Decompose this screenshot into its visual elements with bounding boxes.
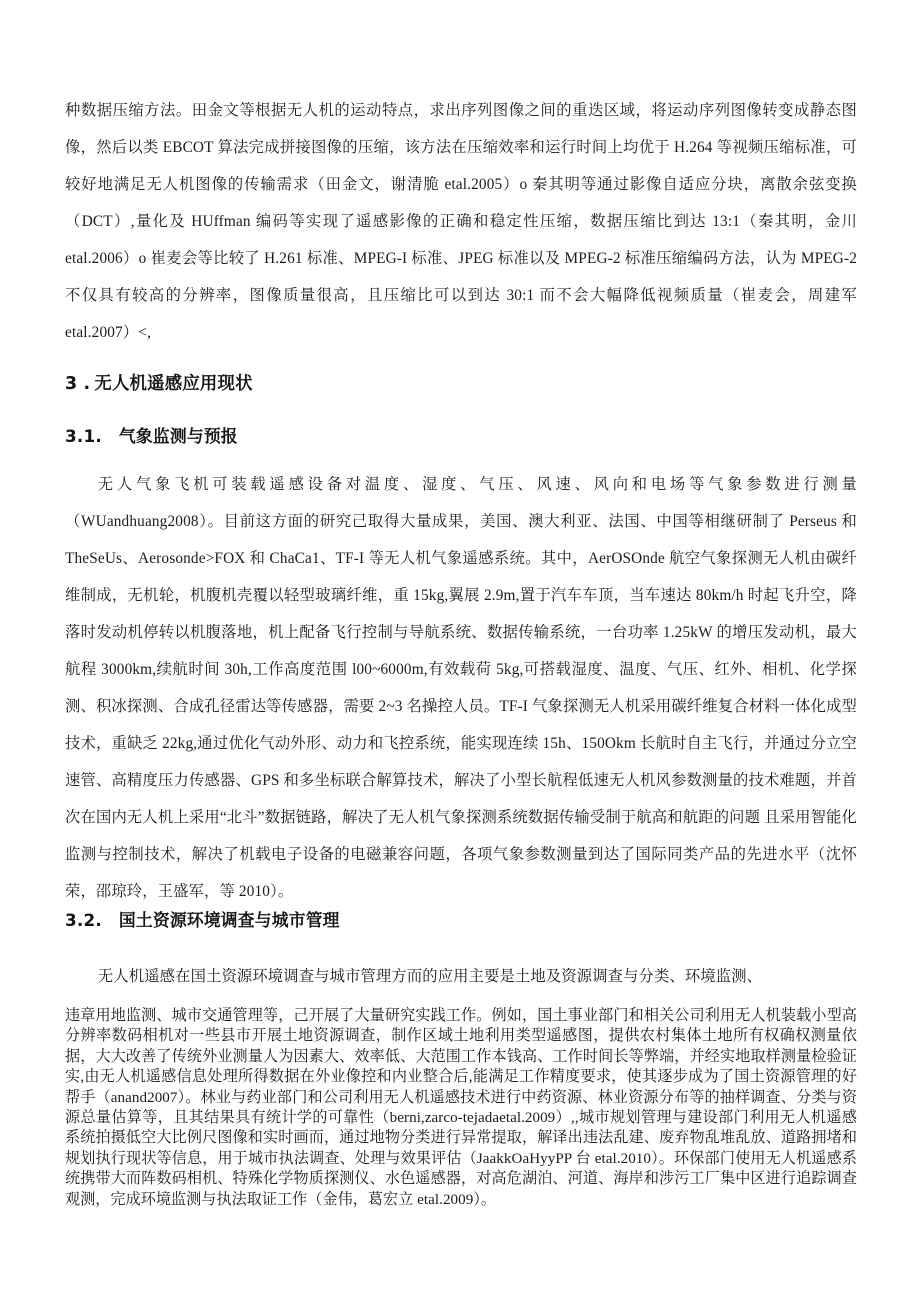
section-3-1-paragraph: 无人气象飞机可装载遥感设备对温度、湿度、气压、风速、风向和电场等气象参数进行测量（WUandhuang2008）。目前这方面的研究己取得大量成果，美国、澳大利亚、法国、中国等相继研制了 Perseus 和 TheSeUs、Aerosonde>FOX 和 ChaCa1、TF-I 等无人机气象遥感系统。其中，AerOSOnde 航空气象探测无人机由碳纤维制成，无机轮，机腹机壳覆以轻型玻璃纤维，重 15kg,翼展 2.9m,置于汽车车顶，当车速达 80km/h 时起飞升空，降落时发动机停转以机腹落地，机上配备飞行控制与导航系统、数据传输系统，一台功率 1.25kW 的增压发动机，最大航程 3000km,续航时间 30h,工作高度范围 l00~6000m,有效载荷 5kg,可搭载湿度、温度、气压、红外、相机、化学探测、积冰探测、合成孔径雷达等传感器，需要 2~3 名操控人员。TF-I 气象探测无人机采用碳纤维复合材料一体化成型技术，重缺乏 22kg,通过优化气动外形、动力和飞控系统，能实现连续 15h、150Okm 长航时自主飞行，并通过分立空速管、高精度压力传感器、GPS 和多坐标联合解算技术，解决了小型长航程低速无人机风参数测量的技术难题，并首次在国内无人机上采用“北斗”数据链路，解决了无人机气象探测系统数据传输受制于航高和航距的问题 且采用智能化监测与控制技术，解决了机载电子设备的电磁兼容问题，各项气象参数测量到达了国际同类产品的先进水平（沈怀荣，邵琼玲，王盛军，等 2010）。 — [65, 476, 857, 900]
section-3-2-heading-block — [65, 908, 857, 932]
section-3-number: 3 . — [65, 374, 91, 394]
section-3-2-title: 国土资源环境调查与城市管理 — [118, 910, 340, 930]
section-3-2-body-block — [65, 1006, 857, 1210]
section-3-2-number: 3.2. — [65, 910, 102, 930]
section-3-2-heading — [65, 908, 857, 932]
intro-paragraph: 种数据压缩方法。田金文等根据无人机的运动特点，求出序列图像之间的重迭区域，将运动序列图像转变成静态图像，然后以类 EBCOT 算法完成拼接图像的压缩，该方法在压缩效率和运行时间上均优于 H.264 等视频压缩标准，可较好地满足无人机图像的传输需求（田金文，谢清脆 etal.2005）o 秦其明等通过影像自适应分块，离散余弦变换（DCT）,量化及 HUffman 编码等实现了遥感影像的正确和稳定性压缩，数据压缩比到达 13:1（秦其明，金川 etal.2006）o 崔麦会等比较了 H.261 标准、MPEG-I 标准、JPEG 标准以及 MPEG-2 标准压缩编码方法，认为 MPEG-2 不仅具有较高的分辨率，图像质量很高，且压缩比可以到达 30:1 而不会大幅降低视频质量（崔麦会，周建军 etal.2007）<, — [65, 102, 857, 341]
section-3-heading — [65, 372, 857, 396]
section-3-2-lead-line: 无人机遥感在国土资源环境调查与城市管理方而的应用主要是土地及资源调查与分类、环境监测、 — [97, 968, 763, 985]
section-3-1-paragraph-block — [65, 466, 857, 910]
section-3-1-title: 气象监测与预报 — [118, 426, 238, 446]
section-3-2-body: 违章用地监测、城市交通管理等，己开展了大量研究实践工作。例如，国土事业部门和相关公司利用无人机装载小型高分辨率数码相机对一些县市开展土地资源调查，制作区域土地利用类型遥感图，提供农村集体土地所有权确权测量依据，大大改善了传统外业测量人为因素大、效率低、大范围工作本钱高、工作时间长等弊端，并经实地取样测量检验证实,由无人机遥感信息处理所得数据在外业像控和内业整合后,能满足工作精度要求，使其逐步成为了国土资源管理的好帮手（anand2007）。林业与药业部门和公司利用无人机遥感技术进行中药资源、林业资源分布等的抽样调查、分类与资源总量估算等，且其结果具有统计学的可靠性（berni,zarco-tejadaetal.2009）,,城市规划管理与建设部门利用无人机遥感系统拍摄低空大比例尺图像和实时画而，通过地物分类进行异常提取，解译出违法乱建、废弃物乱堆乱放、道路拥堵和规划执行现状等信息，用于城市执法调查、处理与效果评估（JaakkOaHyyPP 台 etal.2010）。环保部门使用无人机遥感系统携带大而阵数码相机、特殊化学物质探测仪、水色遥感器，对高危湖泊、河道、海岸和涉污工厂集中区进行追踪调查观测，完成环境监测与执法取证工作（金伟，葛宏立 etal.2009）。 — [65, 1008, 857, 1208]
section-3-1-heading — [65, 424, 857, 448]
section-3-title: 无人机遥感应用现状 — [94, 374, 253, 394]
section-3-1-heading-block — [65, 424, 857, 448]
intro-paragraph-block — [65, 92, 857, 351]
section-3-heading-block — [65, 372, 857, 396]
section-3-2-lead-line-block — [65, 958, 857, 995]
section-3-1-number: 3.1. — [65, 426, 102, 446]
